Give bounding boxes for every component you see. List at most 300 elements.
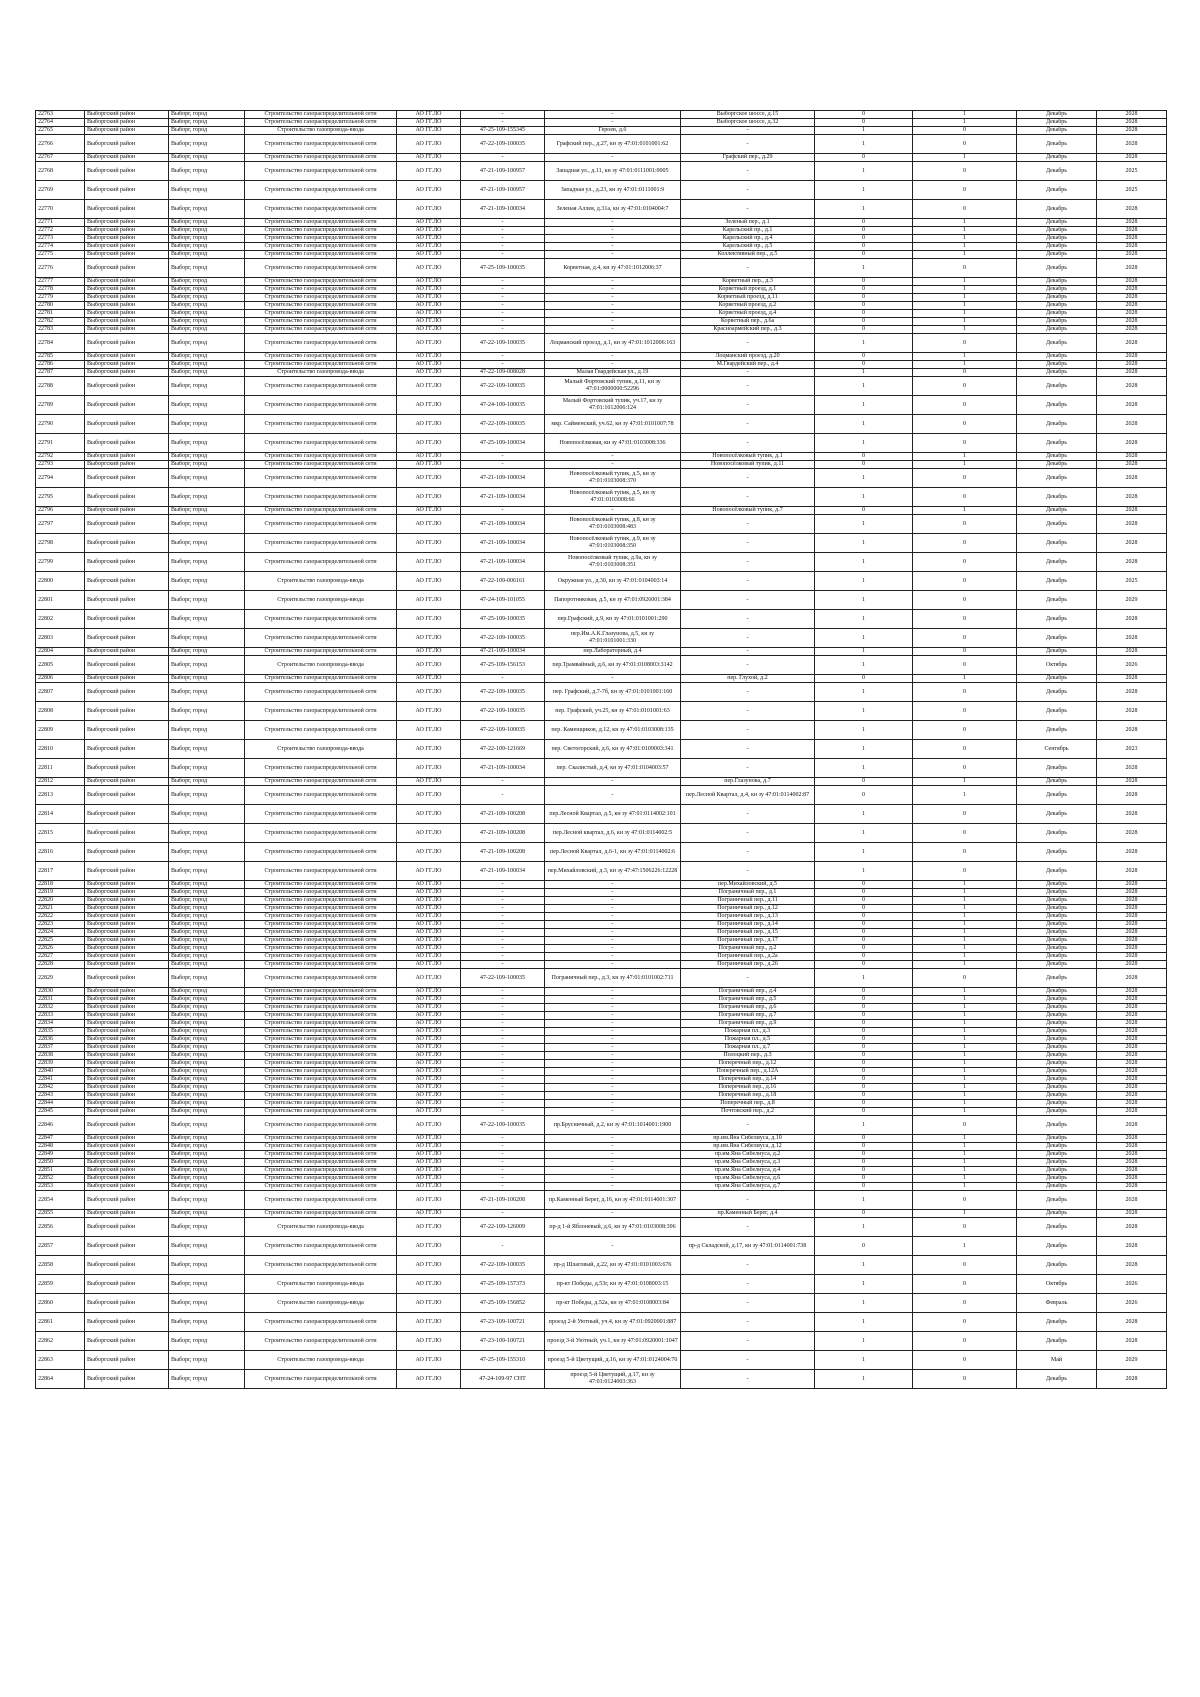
table-cell: Корветный пер., д.3 (681, 278, 815, 286)
table-cell: Выборг, город (169, 1044, 245, 1052)
table-cell: АО ГГ.ЛО (397, 353, 461, 361)
table-cell: 1 (913, 988, 1017, 996)
table-cell: 2028 (1097, 759, 1167, 778)
table-cell: Строительство газораспределительной сети (245, 937, 397, 945)
table-cell: - (461, 310, 545, 318)
table-row (36, 881, 1167, 889)
table-cell: Выборг, город (169, 1256, 245, 1275)
table-cell: Декабрь (1017, 996, 1097, 1004)
table-cell: Декабрь (1017, 945, 1097, 953)
table-cell: 1 (815, 469, 913, 488)
table-cell: Корветная, д.4, кн зу 47:01:1012006:37 (545, 259, 681, 278)
table-cell: 1 (913, 1004, 1017, 1012)
table-cell: - (461, 1068, 545, 1076)
table-cell: Выборгский район (85, 1044, 169, 1052)
table-cell: Выборг, город (169, 675, 245, 683)
table-cell: 47-21-109-100208 (461, 805, 545, 824)
table-cell: Выборгский район (85, 415, 169, 434)
table-cell: Декабрь (1017, 488, 1097, 507)
table-cell: 0 (815, 361, 913, 369)
table-cell: Выборг, город (169, 610, 245, 629)
table-cell: 1 (913, 278, 1017, 286)
table-cell: АО ГГ.ЛО (397, 656, 461, 675)
table-cell: - (545, 913, 681, 921)
table-cell: 1 (913, 1084, 1017, 1092)
table-cell: АО ГГ.ЛО (397, 127, 461, 135)
table-row (36, 1060, 1167, 1068)
table-cell: 0 (815, 310, 913, 318)
table-row (36, 1191, 1167, 1210)
table-cell: пер. Графский, д.7-7б, кн зу 47:01:0101001:160 (545, 683, 681, 702)
table-cell: 22839 (36, 1060, 85, 1068)
table-cell: 2028 (1097, 1167, 1167, 1175)
table-cell: - (681, 862, 815, 881)
table-cell: 22766 (36, 135, 85, 154)
table-cell: 22823 (36, 921, 85, 929)
table-cell: Декабрь (1017, 227, 1097, 235)
table-cell: АО ГГ.ЛО (397, 1036, 461, 1044)
table-cell: - (545, 286, 681, 294)
table-cell: - (461, 778, 545, 786)
table-row (36, 778, 1167, 786)
table-cell: Декабрь (1017, 648, 1097, 656)
table-cell: Выборгский район (85, 1084, 169, 1092)
table-cell: - (461, 1012, 545, 1020)
table-cell: Декабрь (1017, 1183, 1097, 1191)
table-cell: Выборг, город (169, 361, 245, 369)
table-cell: Корветный пер., д.6а (681, 318, 815, 326)
table-cell: - (681, 334, 815, 353)
table-cell: 47-21-109-100034 (461, 759, 545, 778)
table-cell: 22781 (36, 310, 85, 318)
table-cell: 22852 (36, 1175, 85, 1183)
table-row (36, 610, 1167, 629)
table-cell: 22771 (36, 219, 85, 227)
table-cell: Выборг, город (169, 1143, 245, 1151)
table-cell: Выборгский район (85, 396, 169, 415)
table-cell: - (545, 786, 681, 805)
table-cell: 22783 (36, 326, 85, 334)
table-cell: Пограничный пер., д.15 (681, 929, 815, 937)
table-cell: 2028 (1097, 1012, 1167, 1020)
table-cell: Строительство газораспределительной сети (245, 921, 397, 929)
table-cell: 47-22-109-126009 (461, 1218, 545, 1237)
table-cell: 2025 (1097, 162, 1167, 181)
table-cell: - (681, 469, 815, 488)
table-row (36, 961, 1167, 969)
table-cell: Выборг, город (169, 318, 245, 326)
table-cell: 0 (913, 1256, 1017, 1275)
table-cell: Выборгский район (85, 361, 169, 369)
table-row (36, 162, 1167, 181)
table-cell: Строительство газораспределительной сети (245, 353, 397, 361)
table-cell: 2028 (1097, 334, 1167, 353)
table-cell: 2028 (1097, 702, 1167, 721)
table-cell: 2028 (1097, 286, 1167, 294)
table-row (36, 302, 1167, 310)
table-cell: АО ГГ.ЛО (397, 1159, 461, 1167)
table-cell: Выборг, город (169, 181, 245, 200)
table-cell: Выборг, город (169, 988, 245, 996)
table-cell: 22808 (36, 702, 85, 721)
table-cell: Декабрь (1017, 361, 1097, 369)
table-cell: Строительство газораспределительной сети (245, 778, 397, 786)
table-cell: 22813 (36, 786, 85, 805)
table-cell: Строительство газораспределительной сети (245, 1116, 397, 1135)
table-cell: Выборгский район (85, 683, 169, 702)
table-cell: Выборг, город (169, 921, 245, 929)
table-cell: АО ГГ.ЛО (397, 326, 461, 334)
table-cell: Выборгский район (85, 453, 169, 461)
table-cell: 0 (815, 1092, 913, 1100)
table-cell: Декабрь (1017, 778, 1097, 786)
gas-connection-table (35, 110, 1167, 1389)
table-cell: АО ГГ.ЛО (397, 318, 461, 326)
table-cell: Новопосёлковый тупик, д.7 (681, 507, 815, 515)
table-cell: Строительство газораспределительной сети (245, 119, 397, 127)
table-cell: 22772 (36, 227, 85, 235)
table-cell: 22777 (36, 278, 85, 286)
table-cell: Строительство газораспределительной сети (245, 683, 397, 702)
table-cell: АО ГГ.ЛО (397, 434, 461, 453)
table-cell: Пограничный пер., д.3, кн зу 47:01:0101002:711 (545, 969, 681, 988)
table-cell: Строительство газораспределительной сети (245, 318, 397, 326)
table-cell: Выборгский район (85, 881, 169, 889)
table-cell: АО ГГ.ЛО (397, 553, 461, 572)
table-row (36, 1036, 1167, 1044)
table-cell: Строительство газораспределительной сети (245, 488, 397, 507)
table-cell: - (545, 302, 681, 310)
table-cell: Декабрь (1017, 1313, 1097, 1332)
table-cell: Строительство газораспределительной сети (245, 1159, 397, 1167)
table-cell: Поперечный пер., д.16 (681, 1084, 815, 1092)
table-cell: 2028 (1097, 1004, 1167, 1012)
table-cell: 0 (913, 629, 1017, 648)
table-cell: - (461, 227, 545, 235)
table-cell: - (545, 1159, 681, 1167)
table-cell: Поперечный пер., д.12 (681, 1060, 815, 1068)
table-cell: - (461, 1028, 545, 1036)
table-cell: 0 (913, 515, 1017, 534)
table-cell: Лоцманский проезд, д.20 (681, 353, 815, 361)
table-cell: 0 (815, 1175, 913, 1183)
table-cell: Декабрь (1017, 286, 1097, 294)
table-cell: 0 (913, 334, 1017, 353)
table-cell: Декабрь (1017, 251, 1097, 259)
table-cell: 0 (913, 1313, 1017, 1332)
table-row (36, 369, 1167, 377)
table-cell: 22780 (36, 302, 85, 310)
table-cell: - (461, 353, 545, 361)
table-cell: 22841 (36, 1076, 85, 1084)
table-cell: 22796 (36, 507, 85, 515)
table-cell: АО ГГ.ЛО (397, 1004, 461, 1012)
table-cell: 47-21-109-100034 (461, 534, 545, 553)
table-cell: 1 (815, 515, 913, 534)
table-cell: 47-25-109-156153 (461, 656, 545, 675)
table-cell: 0 (815, 786, 913, 805)
table-cell: пр.Брусничный, д.2, кн зу 47:01:1014001:1900 (545, 1116, 681, 1135)
table-cell: Выборгский район (85, 235, 169, 243)
table-cell: - (681, 1256, 815, 1275)
table-cell: - (461, 243, 545, 251)
table-cell: 22843 (36, 1092, 85, 1100)
table-cell: 1 (913, 897, 1017, 905)
table-cell: Выборгский район (85, 675, 169, 683)
table-cell: - (681, 434, 815, 453)
table-cell: 22822 (36, 913, 85, 921)
table-cell: Выборгский район (85, 945, 169, 953)
table-cell: пр.им.Яна Сибелиуса, д.12 (681, 1143, 815, 1151)
table-cell: 47-21-109-100034 (461, 515, 545, 534)
table-cell: Май (1017, 1351, 1097, 1370)
table-cell: Строительство газораспределительной сети (245, 988, 397, 996)
table-cell: Выборгский район (85, 507, 169, 515)
table-cell: 1 (913, 786, 1017, 805)
table-cell: Выборгский район (85, 656, 169, 675)
table-cell: 22794 (36, 469, 85, 488)
table-cell: 22838 (36, 1052, 85, 1060)
table-cell: 2028 (1097, 369, 1167, 377)
table-cell: Строительство газораспределительной сети (245, 1100, 397, 1108)
table-cell: Декабрь (1017, 515, 1097, 534)
table-cell: Выборгский район (85, 572, 169, 591)
table-cell: 0 (815, 278, 913, 286)
table-cell: АО ГГ.ЛО (397, 1084, 461, 1092)
table-cell: 0 (913, 1332, 1017, 1351)
table-cell: Строительство газораспределительной сети (245, 227, 397, 235)
table-cell: - (681, 553, 815, 572)
table-cell: 0 (913, 1218, 1017, 1237)
table-cell: 22815 (36, 824, 85, 843)
table-cell: Выборг, город (169, 721, 245, 740)
table-row (36, 1028, 1167, 1036)
table-cell: Выборг, город (169, 953, 245, 961)
table-cell: Выборгский район (85, 286, 169, 294)
table-cell: 0 (815, 889, 913, 897)
table-cell: - (545, 889, 681, 897)
table-cell: 47-25-109-100035 (461, 610, 545, 629)
table-cell: Выборг, город (169, 702, 245, 721)
table-cell: Пограничный пер., д.12 (681, 905, 815, 913)
table-cell: Декабрь (1017, 572, 1097, 591)
table-cell: Выборгский район (85, 1294, 169, 1313)
table-cell: 2028 (1097, 1313, 1167, 1332)
table-cell: - (545, 1020, 681, 1028)
table-cell: Выборгский район (85, 353, 169, 361)
table-cell: 2026 (1097, 1294, 1167, 1313)
table-cell: Декабрь (1017, 1108, 1097, 1116)
table-cell: 22848 (36, 1143, 85, 1151)
table-cell: 1 (815, 162, 913, 181)
table-cell: 0 (913, 1294, 1017, 1313)
table-cell: - (545, 929, 681, 937)
table-cell: 1 (913, 913, 1017, 921)
table-cell: АО ГГ.ЛО (397, 154, 461, 162)
table-cell: 0 (913, 683, 1017, 702)
table-cell: Выборг, город (169, 310, 245, 318)
table-cell: - (461, 1151, 545, 1159)
table-cell: 22770 (36, 200, 85, 219)
table-cell: 47-22-109-100035 (461, 969, 545, 988)
table-cell: - (545, 294, 681, 302)
table-cell: Декабрь (1017, 507, 1097, 515)
table-cell: пер. Графский, уч.25, кн зу 47:01:0101001:63 (545, 702, 681, 721)
table-cell: Выборгский район (85, 889, 169, 897)
table-cell: Выборгский район (85, 488, 169, 507)
table-cell: АО ГГ.ЛО (397, 921, 461, 929)
table-cell: 1 (913, 1044, 1017, 1052)
table-cell: Строительство газопровода-ввода (245, 369, 397, 377)
table-row (36, 1294, 1167, 1313)
table-cell: АО ГГ.ЛО (397, 227, 461, 235)
table-cell: АО ГГ.ЛО (397, 1100, 461, 1108)
table-cell: 1 (913, 326, 1017, 334)
table-cell: Выборгский район (85, 1060, 169, 1068)
table-cell: - (461, 1237, 545, 1256)
table-cell: 22793 (36, 461, 85, 469)
table-cell: 22816 (36, 843, 85, 862)
table-cell: - (545, 219, 681, 227)
table-cell: 1 (913, 1183, 1017, 1191)
table-cell: 1 (913, 1052, 1017, 1060)
table-cell: - (545, 1151, 681, 1159)
table-cell: АО ГГ.ЛО (397, 610, 461, 629)
table-cell: Выборгский район (85, 162, 169, 181)
table-cell: АО ГГ.ЛО (397, 889, 461, 897)
table-cell: Выборг, город (169, 377, 245, 396)
table-cell: Выборг, город (169, 648, 245, 656)
table-cell: 2025 (1097, 181, 1167, 200)
table-cell: Строительство газораспределительной сети (245, 1108, 397, 1116)
table-cell: Выборг, город (169, 507, 245, 515)
table-cell: Выборг, город (169, 945, 245, 953)
table-cell: 2028 (1097, 488, 1167, 507)
table-cell: Декабрь (1017, 553, 1097, 572)
table-cell: 2028 (1097, 1151, 1167, 1159)
table-cell: АО ГГ.ЛО (397, 286, 461, 294)
table-cell: 47-22-109-100035 (461, 135, 545, 154)
table-cell: Выборгский район (85, 996, 169, 1004)
table-cell: 0 (815, 1084, 913, 1092)
table-cell: 2028 (1097, 648, 1167, 656)
table-cell: Выборгский район (85, 243, 169, 251)
table-cell: - (461, 945, 545, 953)
table-cell: 2028 (1097, 610, 1167, 629)
table-cell: Выборгский район (85, 1068, 169, 1076)
table-row (36, 396, 1167, 415)
table-cell: АО ГГ.ЛО (397, 461, 461, 469)
table-cell: Выборгский район (85, 259, 169, 278)
table-cell: - (545, 251, 681, 259)
table-cell: Выборг, город (169, 1036, 245, 1044)
table-cell: Декабрь (1017, 843, 1097, 862)
table-cell: - (681, 1332, 815, 1351)
table-cell: 0 (815, 243, 913, 251)
table-cell: 1 (815, 591, 913, 610)
table-cell: Строительство газопровода-ввода (245, 1294, 397, 1313)
table-cell: 47-22-109-100035 (461, 702, 545, 721)
table-cell: 2028 (1097, 1052, 1167, 1060)
table-cell: АО ГГ.ЛО (397, 740, 461, 759)
table-cell: Декабрь (1017, 1004, 1097, 1012)
table-cell: 2028 (1097, 889, 1167, 897)
table-cell: 22850 (36, 1159, 85, 1167)
table-cell: Строительство газораспределительной сети (245, 1370, 397, 1389)
table-cell: 2028 (1097, 1183, 1167, 1191)
table-cell: Выборгский район (85, 969, 169, 988)
table-cell: пр.им.Яна Сибелиуса, д.3 (681, 1159, 815, 1167)
table-cell: Выборгский район (85, 200, 169, 219)
table-cell: 2028 (1097, 1092, 1167, 1100)
table-cell: Выборгский район (85, 1183, 169, 1191)
table-cell: 22809 (36, 721, 85, 740)
table-cell: 0 (913, 591, 1017, 610)
table-cell: АО ГГ.ЛО (397, 1332, 461, 1351)
table-cell: Выборг, город (169, 759, 245, 778)
table-cell: Выборг, город (169, 453, 245, 461)
table-cell: 1 (913, 302, 1017, 310)
table-cell: Выборг, город (169, 1210, 245, 1218)
table-cell: 2028 (1097, 945, 1167, 953)
table-cell: Зеленый пер., д.1 (681, 219, 815, 227)
table-cell: Выборгский район (85, 251, 169, 259)
table-cell: Корветный проезд, д.11 (681, 294, 815, 302)
table-cell: - (545, 1183, 681, 1191)
table-cell: 1 (815, 415, 913, 434)
table-cell: 22797 (36, 515, 85, 534)
table-cell: АО ГГ.ЛО (397, 996, 461, 1004)
table-cell: проезд 5-й Цветущий, д.16, кн зу 47:01:0124004:70 (545, 1351, 681, 1370)
table-cell: Выборг, город (169, 1084, 245, 1092)
table-cell: - (681, 488, 815, 507)
table-cell: 1 (913, 1036, 1017, 1044)
table-cell: Строительство газораспределительной сети (245, 953, 397, 961)
table-cell: 2028 (1097, 1100, 1167, 1108)
table-cell: 0 (913, 553, 1017, 572)
table-cell: 0 (815, 154, 913, 162)
table-cell: пер.Лабораторный, д.4 (545, 648, 681, 656)
table-cell: пер.Михайловский, д.5 (681, 881, 815, 889)
table-cell: Строительство газораспределительной сети (245, 507, 397, 515)
table-cell: 0 (815, 1028, 913, 1036)
table-cell: Выборгский район (85, 759, 169, 778)
table-cell: 0 (815, 507, 913, 515)
table-cell: АО ГГ.ЛО (397, 843, 461, 862)
table-row (36, 1020, 1167, 1028)
table-cell: 1 (815, 1313, 913, 1332)
table-cell: 22825 (36, 937, 85, 945)
table-cell: АО ГГ.ЛО (397, 1275, 461, 1294)
table-cell: пер.Лесной Квартал, д.6-1, кн зу 47:01:0114002:6 (545, 843, 681, 862)
table-cell: Выборгский район (85, 469, 169, 488)
table-cell: Выборг, город (169, 1020, 245, 1028)
table-cell: 2028 (1097, 377, 1167, 396)
table-cell: 1 (815, 572, 913, 591)
table-cell: АО ГГ.ЛО (397, 251, 461, 259)
table-cell: 2028 (1097, 629, 1167, 648)
table-cell: Выборг, город (169, 119, 245, 127)
table-row (36, 1052, 1167, 1060)
table-cell: Строительство газораспределительной сети (245, 702, 397, 721)
table-cell: 47-25-109-100035 (461, 259, 545, 278)
table-cell: Графский пер., д.29 (681, 154, 815, 162)
table-cell: Выборгский район (85, 1143, 169, 1151)
table-cell: АО ГГ.ЛО (397, 786, 461, 805)
table-row (36, 1210, 1167, 1218)
table-cell: Выборгский район (85, 326, 169, 334)
table-cell: 0 (913, 434, 1017, 453)
